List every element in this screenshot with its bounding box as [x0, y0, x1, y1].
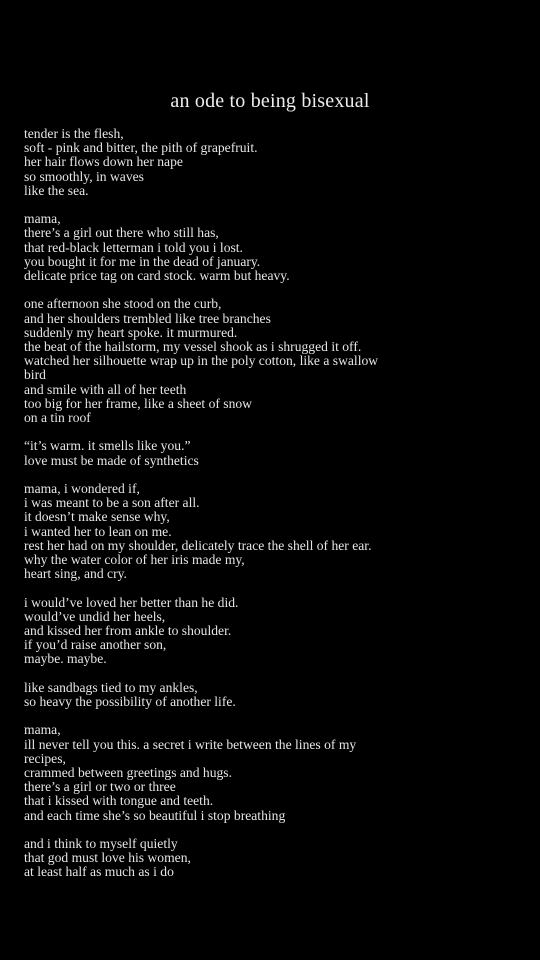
poem-line: and i think to myself quietly — [24, 836, 178, 852]
poem-line: one afternoon she stood on the curb, — [24, 296, 222, 312]
poem-line: if you’d raise another son, — [24, 637, 167, 653]
poem-stanza — [24, 837, 524, 880]
poem-line: it doesn’t make sense why, — [24, 509, 170, 525]
poem-line: that red-black letterman i told you i lost. — [24, 239, 243, 255]
poem-line: and smile with all of her teeth — [24, 381, 187, 397]
poem-line: ill never tell you this. a secret i write between the lines of my — [24, 736, 357, 752]
poem-stanza — [24, 439, 524, 467]
poem-line: you bought it for me in the dead of january. — [24, 253, 261, 269]
poem-line: rest her had on my shoulder, delicately trace the shell of her ear. — [24, 537, 372, 553]
poem-line: delicate price tag on card stock. warm but heavy. — [24, 268, 290, 284]
poem-line: why the water color of her iris made my, — [24, 552, 245, 568]
poem-line: and her shoulders trembled like tree branches — [24, 310, 271, 326]
poem-line: mama, — [24, 211, 61, 227]
poem-line: mama, i wondered if, — [24, 481, 140, 497]
poem-stanza — [24, 482, 524, 581]
poem-line: i wanted her to lean on me. — [24, 523, 172, 539]
poem-line: her hair flows down her nape — [24, 154, 183, 170]
poem-line: bird — [24, 367, 46, 383]
poem-line: watched her silhouette wrap up in the poly cotton, like a swallow — [24, 353, 379, 369]
poem-line: mama, — [24, 722, 61, 738]
poem-stanza — [24, 681, 524, 709]
poem-line: so heavy the possibility of another life. — [24, 694, 236, 710]
poem-line: maybe. maybe. — [24, 651, 107, 667]
poem-line: “it’s warm. it smells like you.” — [24, 438, 191, 454]
poem-line: at least half as much as i do — [24, 864, 174, 880]
poem-line: heart sing, and cry. — [24, 566, 127, 582]
poem-stanza — [24, 127, 524, 198]
poem-line: the beat of the hailstorm, my vessel shook as i shrugged it off. — [24, 339, 362, 355]
poem-line: suddenly my heart spoke. it murmured. — [24, 324, 238, 340]
poem-line: there’s a girl or two or three — [24, 779, 176, 795]
poem-line: i was meant to be a son after all. — [24, 495, 200, 511]
poem-line: soft - pink and bitter, the pith of grapefruit. — [24, 140, 258, 156]
poem-line: like sandbags tied to my ankles, — [24, 679, 198, 695]
poem-body — [24, 127, 524, 880]
poem-line: tender is the flesh, — [24, 126, 124, 141]
poem-line: would’ve undid her heels, — [24, 608, 166, 624]
poem-line: like the sea. — [24, 182, 89, 198]
poem-stanza — [24, 212, 524, 283]
poem-stanza — [24, 297, 524, 425]
poem-stanza — [24, 723, 524, 822]
poem-line: on a tin roof — [24, 410, 91, 426]
poem-line: that i kissed with tongue and teeth. — [24, 793, 214, 809]
poem-line: there’s a girl out there who still has, — [24, 225, 219, 241]
poem-line: love must be made of synthetics — [24, 452, 199, 468]
poem-line: so smoothly, in waves — [24, 168, 144, 184]
poem-line: and each time she’s so beautiful i stop breathing — [24, 807, 286, 823]
poem-line: too big for her frame, like a sheet of snow — [24, 395, 253, 411]
poem-line: and kissed her from ankle to shoulder. — [24, 623, 232, 639]
poem-line: that god must love his women, — [24, 850, 191, 866]
poem-stanza — [24, 596, 524, 667]
poem-line: recipes, — [24, 750, 66, 766]
poem-line: crammed between greetings and hugs. — [24, 765, 232, 781]
poem-title: an ode to being bisexual — [170, 90, 370, 112]
poem-line: i would’ve loved her better than he did. — [24, 594, 239, 610]
